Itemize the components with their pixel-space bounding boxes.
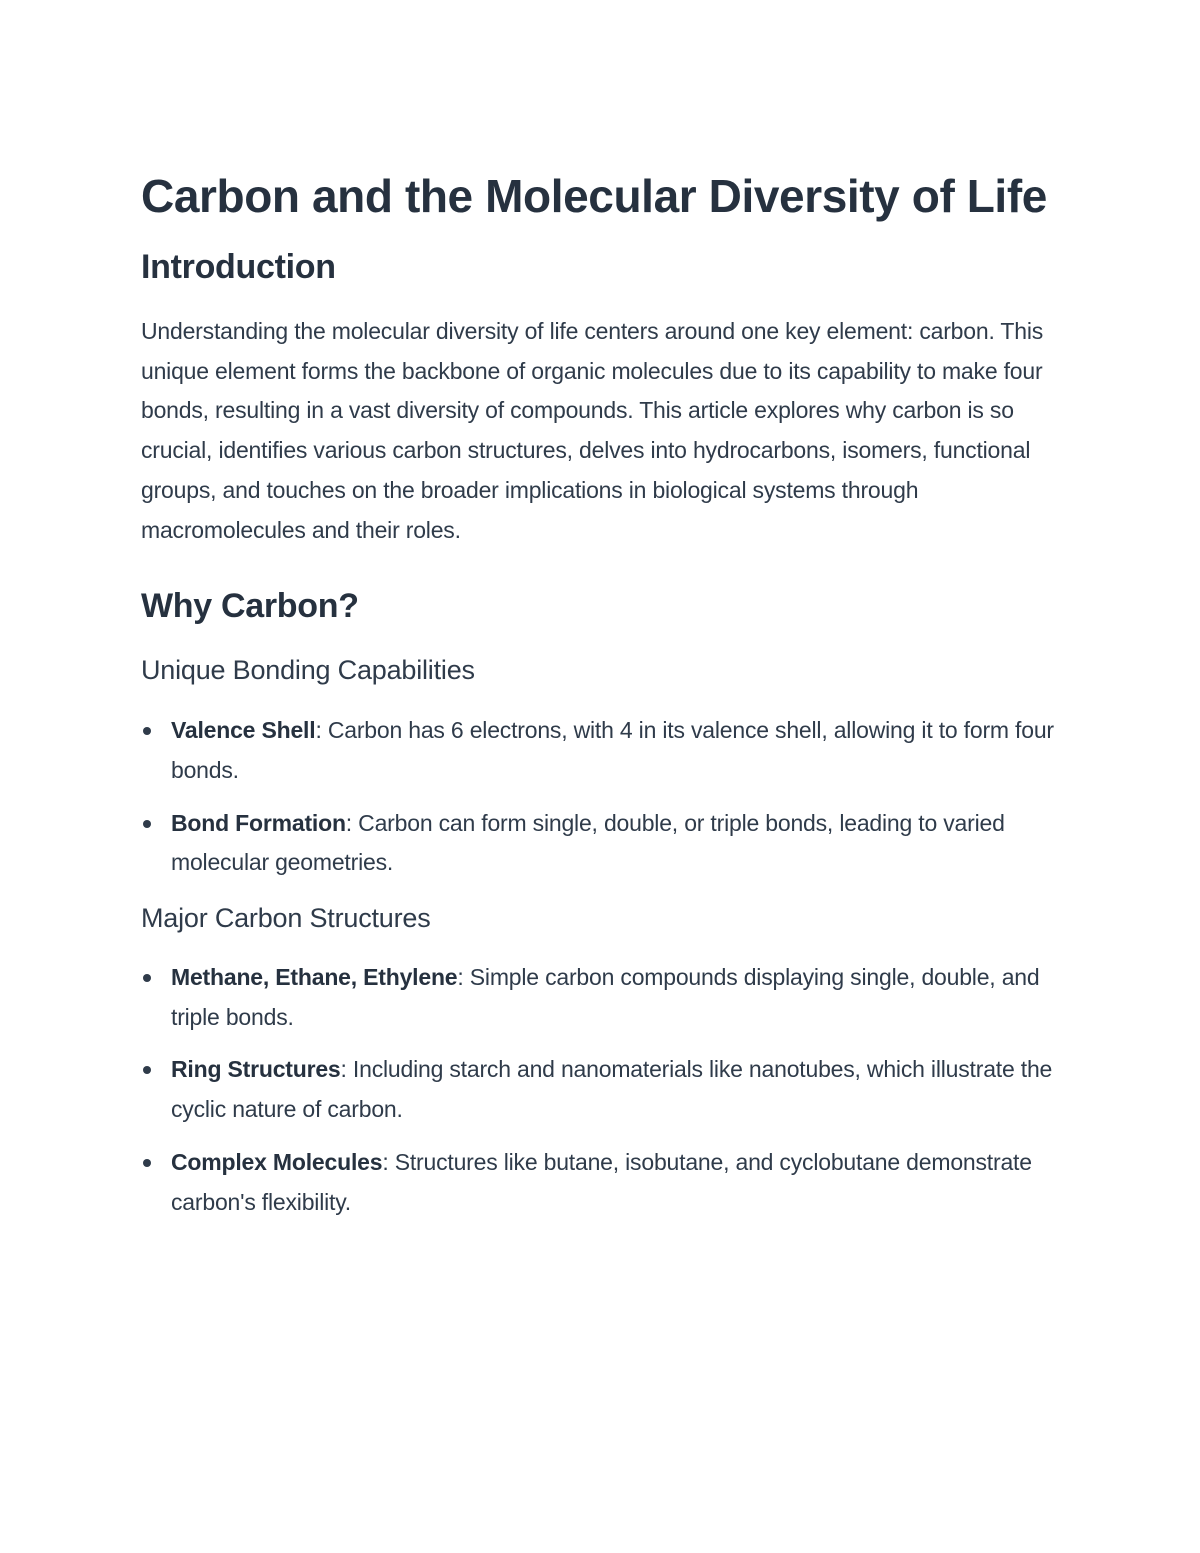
heading-introduction: Introduction	[141, 248, 336, 286]
bullet-icon	[143, 1159, 151, 1167]
list-item-text: : Carbon can form single, double, or triple bonds, leading to varied molecular geometries.	[171, 809, 1005, 876]
bullet-icon	[143, 974, 151, 982]
list-item-term: Methane, Ethane, Ethylene	[171, 964, 458, 991]
list-item	[141, 804, 1081, 883]
list-item-text: : Structures like butane, isobutane, and cyclobutane demonstrate carbon's flexibility.	[171, 1148, 1032, 1215]
heading-major-structures: Major Carbon Structures	[141, 903, 431, 934]
list-item-text: : Simple carbon compounds displaying single, double, and triple bonds.	[171, 964, 1040, 1030]
list-item	[141, 1050, 1081, 1129]
document-title: Carbon and the Molecular Diversity of Life	[141, 170, 1047, 222]
heading-unique-bonding: Unique Bonding Capabilities	[141, 655, 475, 686]
list-item-term: Ring Structures	[171, 1056, 341, 1083]
list-item	[141, 958, 1081, 1037]
bullet-icon	[143, 820, 151, 828]
list-item	[141, 1143, 1081, 1222]
list-item-term: Valence Shell	[171, 717, 316, 744]
bullet-icon	[143, 1066, 151, 1074]
introduction-paragraph: Understanding the molecular diversity of life centers around one key element: carbon. This unique element forms the backbone of organic molecules due to its capability to make four bonds, resulting in a vast diversity of compounds. This article explores why carbon is so crucial, identifies various carbon structures, delves into hydrocarbons, isomers, functional groups, and touches on the broader implications in biological systems through macromolecules and their roles.	[141, 318, 1044, 543]
bullet-icon	[143, 727, 151, 735]
heading-why-carbon: Why Carbon?	[141, 587, 359, 626]
list-item	[141, 711, 1081, 790]
list-item-text: : Carbon has 6 electrons, with 4 in its valence shell, allowing it to form four bonds.	[171, 717, 1054, 783]
major-structures-list	[141, 958, 1081, 1222]
document-page	[141, 165, 1081, 1235]
list-item-text: : Including starch and nanomaterials like nanotubes, which illustrate the cyclic nature of carbon.	[171, 1056, 1053, 1123]
unique-bonding-list	[141, 711, 1081, 883]
list-item-term: Bond Formation	[171, 809, 346, 836]
list-item-term: Complex Molecules	[171, 1148, 383, 1175]
